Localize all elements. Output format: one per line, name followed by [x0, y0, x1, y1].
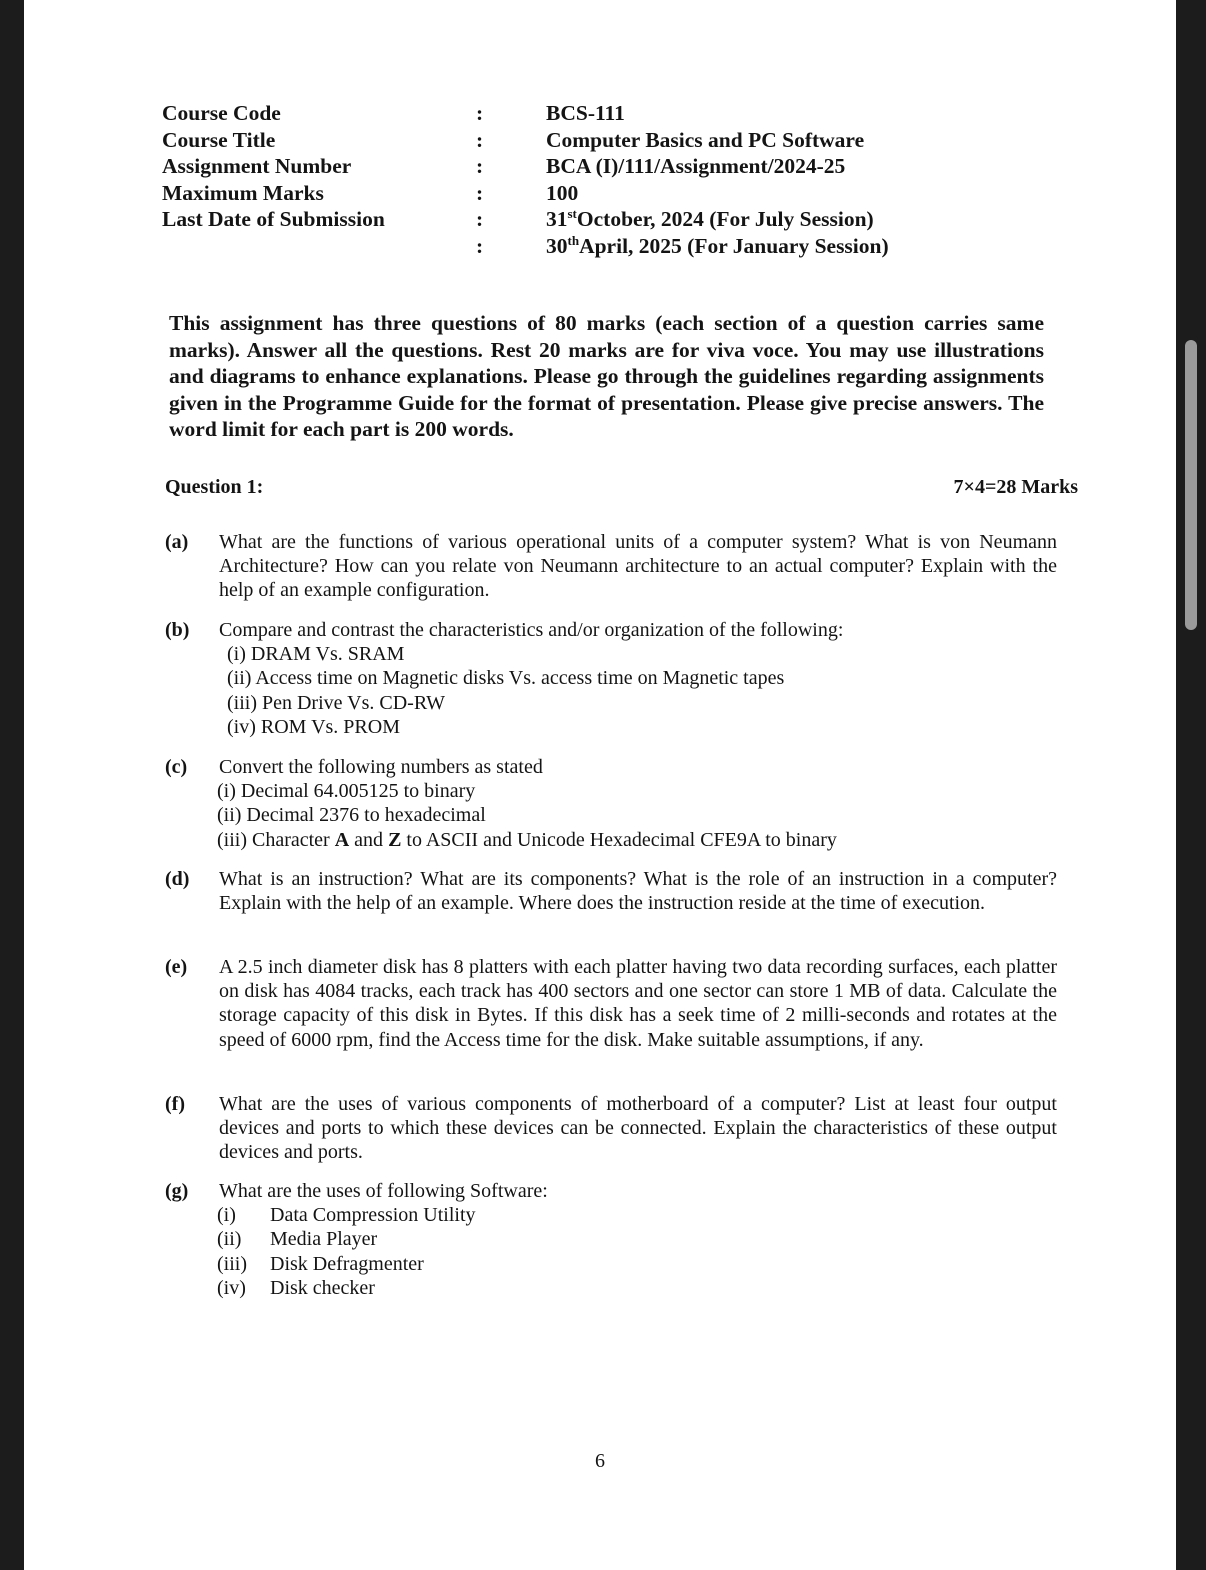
- scrollbar-thumb[interactable]: [1185, 340, 1197, 630]
- part-text: What are the uses of following Software:: [219, 1180, 548, 1202]
- part-tag: (b): [165, 619, 190, 641]
- january-session-date: 30thApril, 2025 (For January Session): [546, 232, 889, 258]
- scrollbar[interactable]: [1180, 0, 1206, 1570]
- question-part-d: [165, 867, 1057, 915]
- assignment-number-label: Assignment Number: [162, 154, 352, 178]
- course-title-value: Computer Basics and PC Software: [546, 127, 865, 152]
- separator: :: [476, 207, 484, 231]
- assignment-number-value: BCA (I)/111/Assignment/2024-25: [546, 154, 846, 178]
- assignment-instructions: This assignment has three questions of 80 marks (each section of a question carries same marks). Answer all the questions. Rest 20 marks are for viva voce. You may use illustrations and diagrams to enhance explanations. Please go through the guidelines regarding assignments given in the Programme Guide for the format of presentation. Please give precise answers. The word limit for each part is 200 words.: [169, 311, 1044, 442]
- separator: :: [476, 180, 484, 205]
- course-title-label: Course Title: [162, 127, 276, 152]
- separator: :: [476, 101, 484, 125]
- part-tag: (c): [165, 756, 188, 778]
- part-tag: (g): [165, 1180, 189, 1202]
- list-item: (iii) Pen Drive Vs. CD-RW: [227, 691, 445, 714]
- list-item: (ii) Media Player: [217, 1228, 378, 1251]
- header-labels: [162, 100, 385, 233]
- part-tag: (e): [165, 956, 188, 978]
- part-tag: (d): [165, 868, 190, 890]
- question-part-a: [165, 530, 1057, 603]
- july-session-date: 31stOctober, 2024 (For July Session): [546, 206, 874, 231]
- last-date-label: Last Date of Submission: [162, 207, 385, 231]
- course-code-label: Course Code: [162, 101, 281, 125]
- part-text: A 2.5 inch diameter disk has 8 platters with each platter having two data recording surfaces, each platter on disk has 4084 tracks, each track has 400 sectors and one sector can store 1 MB of data. Calculate the storage capacity of this disk in Bytes. If this disk has a seek time of 2 milli-seconds and rotates at the speed of 6000 rpm, find the Access time for the disk. Make suitable assumptions, if any.: [219, 956, 1057, 1051]
- part-tag: (f): [165, 1093, 185, 1115]
- part-tag: (a): [165, 531, 189, 553]
- list-item: (iii) Disk Defragmenter: [217, 1252, 424, 1275]
- list-item: (ii) Access time on Magnetic disks Vs. access time on Magnetic tapes: [227, 667, 785, 690]
- question-part-f: [165, 1092, 1057, 1165]
- header-separators: [476, 100, 483, 259]
- separator: :: [476, 233, 484, 258]
- list-item: (iv) ROM Vs. PROM: [227, 715, 400, 738]
- document-page: [24, 0, 1176, 1570]
- list-item: (ii) Decimal 2376 to hexadecimal: [217, 804, 486, 827]
- question-part-g: [165, 1179, 1057, 1300]
- list-item: (i) Decimal 64.005125 to binary: [217, 780, 476, 803]
- question-title: Question 1:: [165, 476, 264, 498]
- question-part-b: [165, 618, 1057, 739]
- question-part-e: [165, 955, 1057, 1052]
- part-text: Compare and contrast the characteristics and/or organization of the following:: [219, 619, 844, 641]
- separator: :: [476, 127, 484, 152]
- part-text: Convert the following numbers as stated: [219, 756, 543, 778]
- header-values: [546, 100, 889, 259]
- maximum-marks-label: Maximum Marks: [162, 180, 324, 205]
- part-text: What is an instruction? What are its components? What is the role of an instruction in a computer? Explain with the help of an example. Where does the instruction reside at the time of execution.: [219, 868, 1057, 915]
- maximum-marks-value: 100: [546, 180, 579, 205]
- list-item: (iii) Character A and Z to ASCII and Unicode Hexadecimal CFE9A to binary: [217, 828, 837, 851]
- list-item: (i) Data Compression Utility: [217, 1204, 476, 1227]
- list-item: (i) DRAM Vs. SRAM: [227, 643, 405, 666]
- separator: :: [476, 154, 484, 178]
- question-part-c: [165, 755, 1057, 852]
- question-marks: 7×4=28 Marks: [953, 476, 1078, 498]
- course-code-value: BCS-111: [546, 101, 625, 125]
- part-text: What are the uses of various components of motherboard of a computer? List at least four output devices and ports to which these devices can be connected. Explain the characteristics of these output devices and ports.: [219, 1093, 1057, 1164]
- part-text: What are the functions of various operational units of a computer system? What is von Neumann Architecture? How can you relate von Neumann architecture to an actual computer? Explain with the help of an example configuration.: [219, 531, 1057, 602]
- list-item: (iv) Disk checker: [217, 1276, 375, 1299]
- page-number: 6: [595, 1450, 605, 1472]
